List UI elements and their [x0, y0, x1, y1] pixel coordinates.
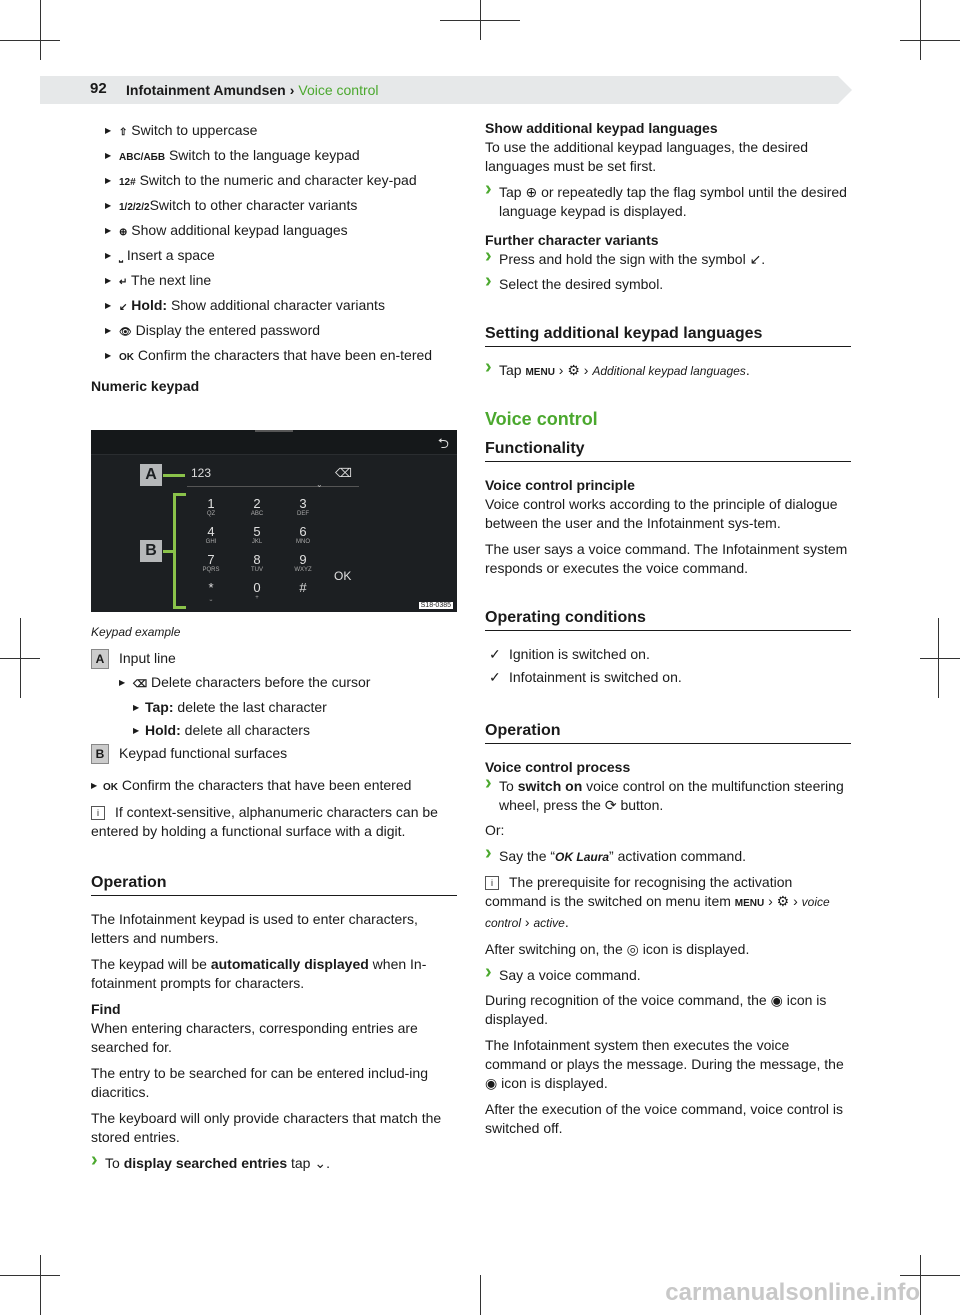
input-line [187, 486, 359, 487]
crop-mark [40, 0, 41, 60]
crop-mark [20, 618, 21, 698]
list-item: ✓ Ignition is switched on. [485, 645, 851, 664]
key-9[interactable]: 9 WXYZ [294, 552, 312, 573]
crop-mark [920, 0, 921, 60]
list-item: ▶ ABC/АБВ Switch to the language keypad [77, 146, 457, 167]
section-heading: Setting additional keypad languages [485, 324, 851, 347]
key-star[interactable]: * ⎵ [208, 580, 214, 601]
delete-icon: ⌫ [133, 679, 148, 690]
key-4[interactable]: 4 GHI [205, 524, 217, 545]
list-item: › To display searched entries tap ⌄. [91, 1154, 457, 1173]
crop-mark [0, 40, 60, 41]
crop-mark [920, 1255, 921, 1315]
list-item: › Say a voice command. [485, 966, 851, 985]
right-column: Show additional keypad languages To use the additional keypad languages, the desired languages must be set first. › Tap ⊕ or repeatedly tap the flag symbol until the desired language keypad is displayed. Further character variants › Press and hold the sign with the symbol ↙. › Select the desired symbol. Setting additional keypad languages › Tap MENU › ⚙ › Additional keypad languages. Voice control Functionality Voice control principle Voice control works according to the principle of dialogue between the user and the Infotainment sys-tem. The user says a voice command. The Infotainment system responds or executes the voice command. Operating conditions ✓ Ignition is switched on. ✓ Infotainment is switched on. Operation Voice control process › To switch on voice control on the multifunction steering wheel, press the ⟳ button. Or: › Say the “OK Laura” activation command. i The prerequisite for recognising the activation command is the switched on menu item MENU › ⚙ › voice control › active. After switching on, the ◎ icon is displayed. › Say a voice command. During recognition of the voice command, the ◉ icon is displayed. The Infotainment system then executes the voice command or plays the message. During the message, the ◉ icon is displayed. After the execution of the voice command, voice control is switched off. [485, 119, 851, 1145]
crop-mark [480, 1275, 481, 1315]
keypad-figure [91, 430, 457, 612]
list-item: ▶ Tap: delete the last character [91, 698, 457, 717]
chevron-down-icon: ⌄ [316, 480, 323, 489]
globe-icon: ⊕ [119, 227, 128, 238]
delete-icon: ⌫ [335, 466, 352, 480]
info-note: i The prerequisite for recognising the activation command is the switched on menu item MENU › ⚙ › voice control › active. [485, 874, 830, 930]
list-item: › Select the desired symbol. [485, 275, 851, 294]
language-keypad-icon: ABC/АБВ [119, 152, 166, 163]
list-item: ▶ 1/2/2/2Switch to other character variants [77, 196, 457, 217]
key-3[interactable]: 3 DEF [297, 496, 309, 517]
crop-mark [938, 618, 939, 698]
crop-mark [40, 1255, 41, 1315]
ok-icon: OK [103, 782, 118, 793]
label-a: A [140, 464, 162, 486]
info-icon: i [485, 876, 499, 890]
legend-a: A Input line [91, 649, 457, 669]
list-item: ▶ 👁 Display the entered password [77, 321, 457, 342]
key-hash[interactable]: # [299, 580, 307, 595]
breadcrumb-chapter: Infotainment Amundsen [126, 82, 286, 98]
list-item: ▶ OK Confirm the characters that have been entered [91, 776, 457, 797]
label-b: B [140, 540, 162, 562]
info-icon: i [91, 806, 105, 820]
list-item: › Press and hold the sign with the symbol ↙. [485, 250, 851, 269]
list-item: ▶ ⌫ Delete characters before the cursor [91, 673, 457, 694]
key-1[interactable]: 1 QZ [206, 496, 216, 517]
ok-icon: OK [119, 352, 134, 363]
left-column-lower: Keypad example A Input line ▶ ⌫ Delete characters before the cursor ▶ Tap: delete the last character ▶ Hold: delete all characters B Keypad functional surfaces ▶ OK Confirm the characters that have been entered i If context-sensitive, alphanumeric characters can be entered by holding a functional surface with a digit. Operation The Infotainment keypad is used to enter characters, letters and numbers. The keypad will be automatically displayed when In-fotainment prompts for characters. Find When entering characters, corresponding entries are searched for. The entry to be searched for can be entered includ-ing diacritics. The keyboard will only provide characters that match the stored entries. › To display searched entries tap ⌄. [91, 623, 457, 1179]
section-heading: Operating conditions [485, 608, 851, 631]
crop-mark [900, 40, 960, 41]
figure-code: S18-0385 [420, 602, 451, 609]
input-value: 123 [191, 466, 212, 480]
crop-mark [440, 20, 520, 21]
key-6[interactable]: 6 MNO [296, 524, 310, 545]
section-heading: Numeric keypad [91, 378, 200, 394]
info-note: i If context-sensitive, alphanumeric characters can be entered by holding a functional surface with a digit. [91, 804, 438, 839]
list-item: ▶ ↵ The next line [77, 271, 457, 292]
back-icon: ⮌ [437, 435, 449, 451]
list-item: ▶ ⊕ Show additional keypad languages [77, 221, 457, 242]
section-heading: Functionality [485, 439, 851, 462]
list-item: › Tap MENU › ⚙ › Additional keypad languages. [485, 361, 851, 382]
list-item: ▶ ⇧ Switch to uppercase [77, 121, 457, 142]
breadcrumb: Infotainment Amundsen › Voice control [126, 82, 379, 98]
figure-caption: Keypad example [91, 625, 181, 639]
list-item: ▶ ↙ Hold: Show additional character variants [77, 296, 457, 317]
legend-b: B Keypad functional surfaces [91, 744, 457, 764]
list-item: › To switch on voice control on the multifunction steering wheel, press the ⟳ button. [485, 777, 851, 815]
list-item: ▶ OK Confirm the characters that have been en-tered [77, 346, 457, 367]
list-item: › Say the “OK Laura” activation command. [485, 847, 851, 867]
footer-watermark: carmanualsonline.info [665, 1279, 920, 1306]
left-column [91, 121, 457, 400]
section-heading: Operation [485, 721, 851, 744]
list-item: ▶ Hold: delete all characters [91, 721, 457, 740]
ok-key[interactable]: OK [334, 569, 352, 583]
list-item: ▶ 12# Switch to the numeric and character key-pad [77, 171, 457, 192]
crop-mark [0, 1275, 60, 1276]
numeric-keypad-icon: 12# [119, 177, 136, 188]
enter-icon: ↵ [119, 277, 128, 288]
key-7[interactable]: 7 PQRS [202, 552, 220, 573]
crop-mark [900, 1275, 960, 1276]
key-8[interactable]: 8 TUV [251, 552, 263, 573]
section-heading: Operation [91, 873, 457, 896]
variant-hold-icon: ↙ [119, 302, 128, 313]
character-variants-icon: 1/2/2/2 [119, 202, 150, 213]
breadcrumb-section: Voice control [298, 82, 379, 98]
keypad-top-bar [91, 430, 457, 455]
key-0[interactable]: 0 + [253, 580, 261, 601]
list-item: ▶ ⎵ Insert a space [77, 246, 457, 267]
key-5[interactable]: 5 JKL [251, 524, 263, 545]
page-number: 92 [90, 80, 107, 97]
list-item: › Tap ⊕ or repeatedly tap the flag symbol until the desired language keypad is displayed. [485, 183, 851, 221]
eye-icon: 👁 [119, 327, 132, 338]
list-item: ✓ Infotainment is switched on. [485, 668, 851, 687]
shift-icon: ⇧ [119, 127, 128, 138]
crop-mark [920, 658, 960, 659]
key-2[interactable]: 2 ABC [250, 496, 264, 517]
space-icon: ⎵ [119, 252, 123, 263]
chapter-heading: Voice control [485, 409, 598, 429]
